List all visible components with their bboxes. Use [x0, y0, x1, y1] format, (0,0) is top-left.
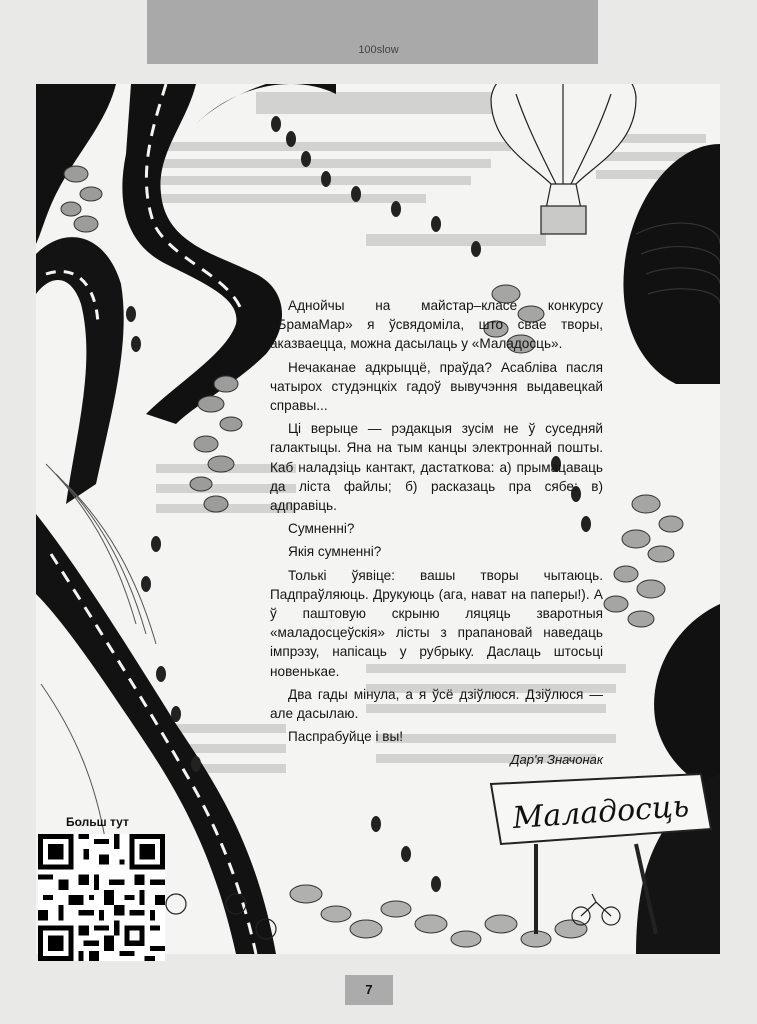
article-text [270, 296, 603, 770]
qr-caption: Больш тут [66, 815, 129, 829]
article-paragraph: Нечаканае адкрыццё, праўда? Асабліва пасля чатырох студэнцкіх гадоў вывучэння выдавецкай справы... [270, 359, 603, 414]
running-header: 100slow [358, 44, 399, 56]
article-paragraph: Паспрабуйце і вы! [288, 729, 404, 745]
article-paragraph: Ці верыце — рэдакцыя зусім не ў суседняй галактыцы. Яна на тым канцы электроннай пошты. Каб наладзіць кантакт, дастаткова: а) прымацаваць да ліста файлы; б) расказаць пра сябе; в) адправіць. [270, 421, 603, 514]
qr-code[interactable] [38, 834, 165, 961]
article-paragraph: Аднойчы на майстар–класе конкурсу «БрамаМар» я ўсвядоміла, што свае творы, аказваецца, можна дасылаць у «Маладосць». [270, 298, 603, 352]
article-paragraph: Сумненні? [288, 521, 355, 537]
article-paragraph: Якія сумненні? [288, 544, 382, 560]
page-number-box [345, 975, 393, 1005]
article-author: Дар'я Значонак [510, 752, 603, 768]
illustration [36, 84, 720, 954]
sign-label: Маладосць [511, 788, 691, 837]
article-paragraph: Толькі ўявіце: вашы творы чытаюць. Падпраўляюць. Друкуюць (ага, нават на паперы!). А ў паштовую скрыню ляцяць зваротныя «маладосцеўскія» лісты з прапановай наведаць імпрэзу, напісаць у рубрыку. Даслаць штосьці новенькае. [270, 567, 603, 679]
article-paragraph: Два гады мінула, а я ўсё дзіўлюся. Дзіўлюся — але дасылаю. [270, 686, 603, 722]
page-number: 7 [365, 982, 373, 997]
